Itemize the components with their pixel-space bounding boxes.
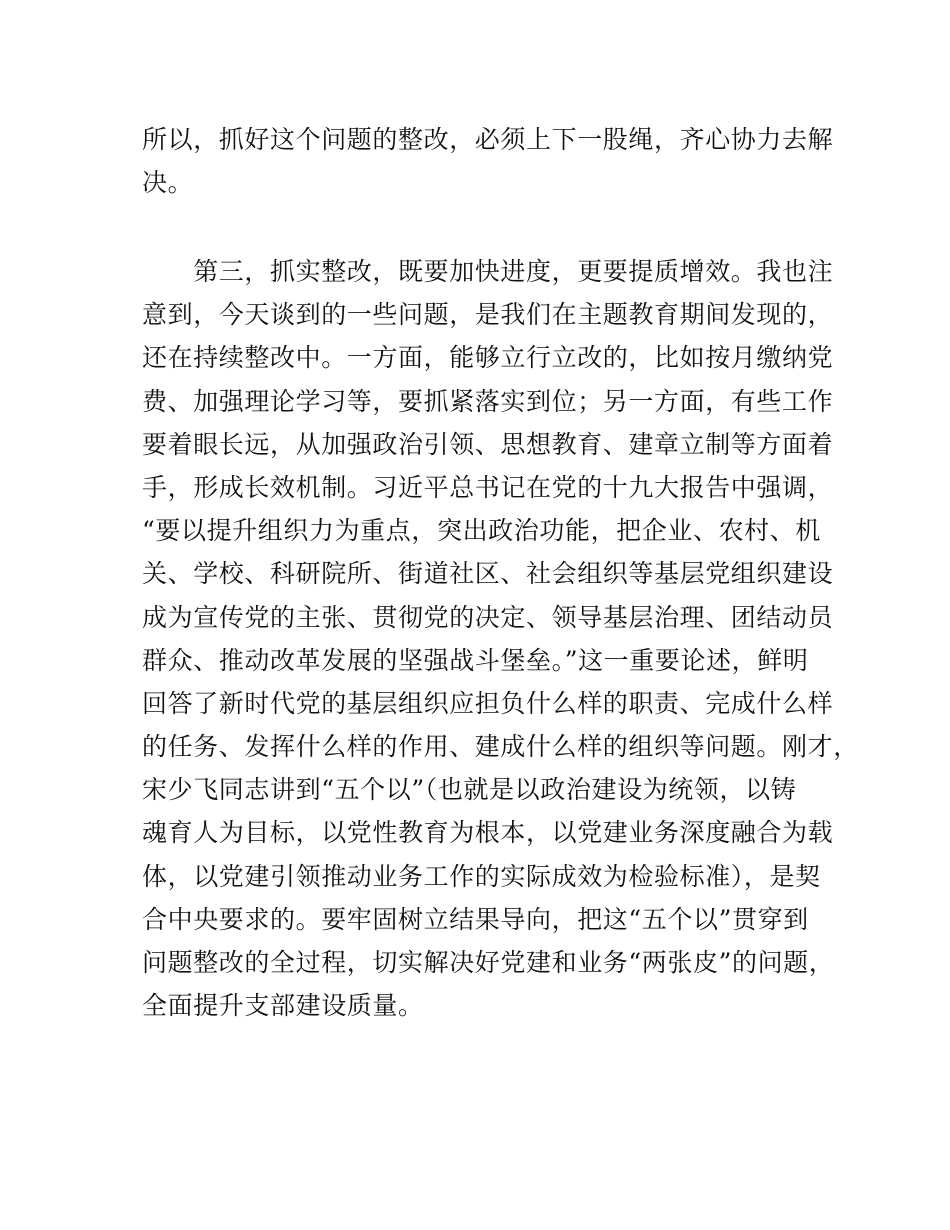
- text-line: 所以，抓好这个问题的整改，必须上下一股绳，齐心协力去解: [142, 125, 834, 154]
- text-line: 问题整改的全过程，切实解决好党建和业务“两张皮”的问题，: [142, 948, 835, 977]
- text-line: 还在持续整改中。一方面，能够立行立改的，比如按月缴纳党: [142, 343, 834, 373]
- text-line: 宋少飞同志讲到“五个以”（也就是以政治建设为统领，以铸: [142, 775, 797, 805]
- text-line: 体，以党建引领推动业务工作的实际成效为检验标准），是契: [142, 861, 821, 891]
- text-line: 合中央要求的。要牢固树立结果导向，把这“五个以”贯穿到: [142, 904, 809, 934]
- text-line: 成为宣传党的主张、贯彻党的决定、领导基层治理、团结动员: [142, 602, 834, 632]
- text-line: “要以提升组织力为重点，突出政治功能，把企业、农村、机: [142, 516, 821, 546]
- text-line: 的任务、发挥什么样的作用、建成什么样的组织等问题。刚才，: [142, 732, 859, 762]
- paragraph-continuation: [142, 118, 834, 204]
- text-line: 费、加强理论学习等，要抓紧落实到位；另一方面，有些工作: [142, 386, 834, 416]
- text-line: 群众、推动改革发展的坚强战斗堡垒。”这一重要论述，鲜明: [142, 645, 809, 675]
- text-line: 意到，今天谈到的一些问题，是我们在主题教育期间发现的，: [142, 300, 834, 330]
- text-line: 决。: [142, 168, 194, 198]
- text-line: 手，形成长效机制。习近平总书记在党的十九大报告中强调，: [142, 472, 834, 502]
- text-line: 要着眼长远，从加强政治引领、思想教育、建章立制等方面着: [142, 429, 834, 459]
- paragraph-third: [142, 250, 859, 1027]
- text-line: 第三，抓实整改，既要加快进度，更要提质增效。我也注: [142, 257, 834, 286]
- text-line: 全面提升支部建设质量。: [142, 991, 424, 1021]
- text-line: 关、学校、科研院所、街道社区、社会组织等基层党组织建设: [142, 559, 834, 589]
- text-line: 回答了新时代党的基层组织应担负什么样的职责、完成什么样: [142, 688, 834, 718]
- text-line: 魂育人为目标，以党性教育为根本，以党建业务深度融合为载: [142, 818, 834, 848]
